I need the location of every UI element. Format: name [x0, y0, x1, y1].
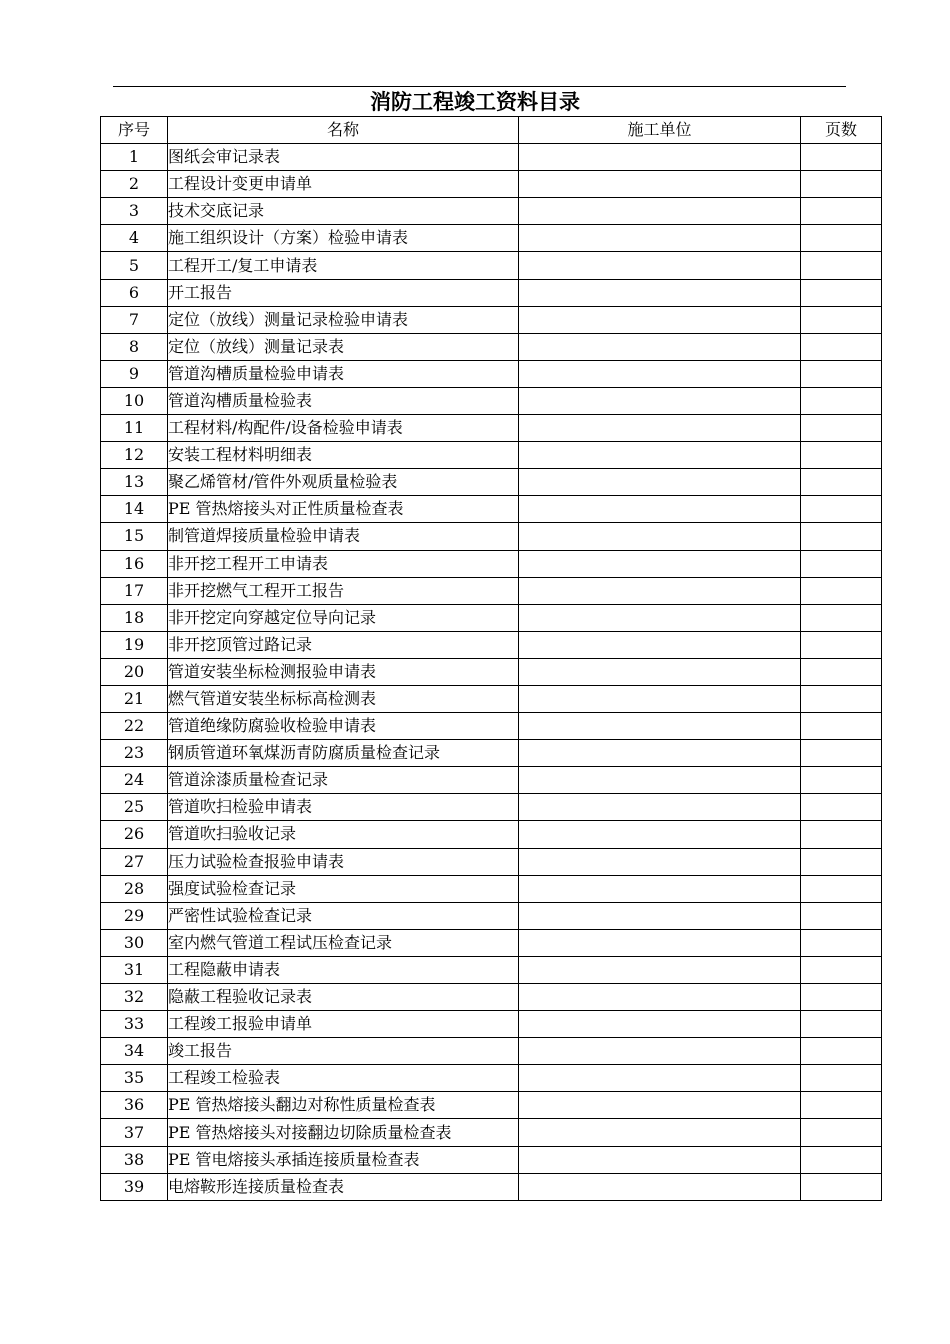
row-index-cell: 18	[101, 604, 168, 631]
row-index-cell: 7	[101, 306, 168, 333]
row-pages-cell	[801, 577, 882, 604]
table-row	[101, 360, 882, 387]
table-row	[101, 658, 882, 685]
row-pages-cell	[801, 225, 882, 252]
row-index-cell: 37	[101, 1119, 168, 1146]
table-row	[101, 1173, 882, 1200]
table-row	[101, 523, 882, 550]
row-pages-cell	[801, 333, 882, 360]
row-name-cell: 工程隐蔽申请表	[168, 956, 519, 983]
row-index-cell: 2	[101, 171, 168, 198]
row-unit-cell	[519, 685, 801, 712]
row-pages-cell	[801, 902, 882, 929]
row-pages-cell	[801, 1038, 882, 1065]
row-name-cell: 定位（放线）测量记录检验申请表	[168, 306, 519, 333]
row-index-cell: 24	[101, 767, 168, 794]
table-row	[101, 1065, 882, 1092]
table-row	[101, 740, 882, 767]
row-name-cell: 工程竣工报验申请单	[168, 1011, 519, 1038]
row-index-cell: 13	[101, 469, 168, 496]
row-pages-cell	[801, 848, 882, 875]
row-name-cell: 开工报告	[168, 279, 519, 306]
row-pages-cell	[801, 794, 882, 821]
row-unit-cell	[519, 333, 801, 360]
row-pages-cell	[801, 144, 882, 171]
row-index-cell: 12	[101, 442, 168, 469]
table-row	[101, 387, 882, 414]
row-index-cell: 3	[101, 198, 168, 225]
row-unit-cell	[519, 144, 801, 171]
row-unit-cell	[519, 415, 801, 442]
row-index-cell: 22	[101, 713, 168, 740]
row-name-cell: 管道吹扫验收记录	[168, 821, 519, 848]
row-name-cell: 管道吹扫检验申请表	[168, 794, 519, 821]
row-pages-cell	[801, 252, 882, 279]
row-index-cell: 25	[101, 794, 168, 821]
row-unit-cell	[519, 658, 801, 685]
table-body	[101, 144, 882, 1201]
row-unit-cell	[519, 523, 801, 550]
row-name-cell: 聚乙烯管材/管件外观质量检验表	[168, 469, 519, 496]
row-name-cell: 管道涂漆质量检查记录	[168, 767, 519, 794]
row-index-cell: 27	[101, 848, 168, 875]
row-index-cell: 14	[101, 496, 168, 523]
table-row	[101, 631, 882, 658]
row-unit-cell	[519, 306, 801, 333]
row-index-cell: 33	[101, 1011, 168, 1038]
table-row	[101, 442, 882, 469]
row-index-cell: 6	[101, 279, 168, 306]
row-pages-cell	[801, 713, 882, 740]
table-row	[101, 604, 882, 631]
row-pages-cell	[801, 767, 882, 794]
row-pages-cell	[801, 523, 882, 550]
row-unit-cell	[519, 469, 801, 496]
row-name-cell: 安装工程材料明细表	[168, 442, 519, 469]
header-index: 序号	[101, 117, 168, 144]
table-row	[101, 875, 882, 902]
row-unit-cell	[519, 1119, 801, 1146]
row-pages-cell	[801, 1119, 882, 1146]
table-row	[101, 984, 882, 1011]
row-name-cell: 非开挖顶管过路记录	[168, 631, 519, 658]
row-pages-cell	[801, 685, 882, 712]
row-name-cell: 工程竣工检验表	[168, 1065, 519, 1092]
row-name-cell: 压力试验检查报验申请表	[168, 848, 519, 875]
row-unit-cell	[519, 496, 801, 523]
contents-table	[100, 116, 882, 1201]
row-pages-cell	[801, 550, 882, 577]
table-row	[101, 225, 882, 252]
table-header-row	[101, 117, 882, 144]
row-index-cell: 30	[101, 929, 168, 956]
table-row	[101, 252, 882, 279]
row-pages-cell	[801, 658, 882, 685]
row-pages-cell	[801, 279, 882, 306]
row-unit-cell	[519, 360, 801, 387]
row-pages-cell	[801, 984, 882, 1011]
row-index-cell: 23	[101, 740, 168, 767]
row-name-cell: 管道安装坐标检测报验申请表	[168, 658, 519, 685]
row-name-cell: 工程开工/复工申请表	[168, 252, 519, 279]
row-name-cell: 管道沟槽质量检验表	[168, 387, 519, 414]
row-name-cell: 工程设计变更申请单	[168, 171, 519, 198]
row-name-cell: 技术交底记录	[168, 198, 519, 225]
row-name-cell: 非开挖工程开工申请表	[168, 550, 519, 577]
row-name-cell: 管道沟槽质量检验申请表	[168, 360, 519, 387]
table-row	[101, 1119, 882, 1146]
row-unit-cell	[519, 252, 801, 279]
row-name-cell: 工程材料/构配件/设备检验申请表	[168, 415, 519, 442]
row-index-cell: 17	[101, 577, 168, 604]
row-pages-cell	[801, 604, 882, 631]
table-row	[101, 333, 882, 360]
row-unit-cell	[519, 713, 801, 740]
row-unit-cell	[519, 929, 801, 956]
row-pages-cell	[801, 740, 882, 767]
row-name-cell: PE 管热熔接头翻边对称性质量检查表	[168, 1092, 519, 1119]
row-pages-cell	[801, 360, 882, 387]
row-pages-cell	[801, 1173, 882, 1200]
row-name-cell: 非开挖燃气工程开工报告	[168, 577, 519, 604]
row-unit-cell	[519, 279, 801, 306]
row-index-cell: 29	[101, 902, 168, 929]
row-unit-cell	[519, 1146, 801, 1173]
row-unit-cell	[519, 875, 801, 902]
row-pages-cell	[801, 875, 882, 902]
table-row	[101, 1038, 882, 1065]
row-pages-cell	[801, 1065, 882, 1092]
table-row	[101, 1011, 882, 1038]
row-pages-cell	[801, 387, 882, 414]
row-pages-cell	[801, 821, 882, 848]
row-index-cell: 39	[101, 1173, 168, 1200]
row-name-cell: 图纸会审记录表	[168, 144, 519, 171]
row-unit-cell	[519, 198, 801, 225]
table-row	[101, 1146, 882, 1173]
row-index-cell: 35	[101, 1065, 168, 1092]
row-unit-cell	[519, 956, 801, 983]
row-unit-cell	[519, 794, 801, 821]
row-name-cell: 非开挖定向穿越定位导向记录	[168, 604, 519, 631]
row-unit-cell	[519, 442, 801, 469]
table-row	[101, 577, 882, 604]
row-pages-cell	[801, 415, 882, 442]
row-unit-cell	[519, 550, 801, 577]
row-index-cell: 11	[101, 415, 168, 442]
row-unit-cell	[519, 577, 801, 604]
table-row	[101, 848, 882, 875]
row-name-cell: 严密性试验检查记录	[168, 902, 519, 929]
row-unit-cell	[519, 171, 801, 198]
row-pages-cell	[801, 198, 882, 225]
table-row	[101, 902, 882, 929]
row-name-cell: PE 管热熔接头对接翻边切除质量检查表	[168, 1119, 519, 1146]
table-row	[101, 794, 882, 821]
table-row	[101, 1092, 882, 1119]
row-unit-cell	[519, 821, 801, 848]
row-pages-cell	[801, 631, 882, 658]
table-row	[101, 956, 882, 983]
row-name-cell: 制管道焊接质量检验申请表	[168, 523, 519, 550]
row-unit-cell	[519, 1038, 801, 1065]
row-name-cell: PE 管电熔接头承插连接质量检查表	[168, 1146, 519, 1173]
row-pages-cell	[801, 306, 882, 333]
row-name-cell: 钢质管道环氧煤沥青防腐质量检查记录	[168, 740, 519, 767]
row-index-cell: 10	[101, 387, 168, 414]
row-unit-cell	[519, 1011, 801, 1038]
table-row	[101, 469, 882, 496]
row-name-cell: 管道绝缘防腐验收检验申请表	[168, 713, 519, 740]
row-index-cell: 36	[101, 1092, 168, 1119]
row-index-cell: 20	[101, 658, 168, 685]
table-row	[101, 144, 882, 171]
row-pages-cell	[801, 442, 882, 469]
row-index-cell: 19	[101, 631, 168, 658]
row-name-cell: 电熔鞍形连接质量检查表	[168, 1173, 519, 1200]
row-unit-cell	[519, 387, 801, 414]
row-index-cell: 8	[101, 333, 168, 360]
row-index-cell: 15	[101, 523, 168, 550]
row-pages-cell	[801, 1011, 882, 1038]
row-pages-cell	[801, 956, 882, 983]
row-pages-cell	[801, 1146, 882, 1173]
row-index-cell: 9	[101, 360, 168, 387]
table-row	[101, 685, 882, 712]
table-row	[101, 767, 882, 794]
row-index-cell: 1	[101, 144, 168, 171]
row-unit-cell	[519, 1173, 801, 1200]
row-name-cell: 竣工报告	[168, 1038, 519, 1065]
table-row	[101, 496, 882, 523]
table-row	[101, 713, 882, 740]
row-unit-cell	[519, 1092, 801, 1119]
table-row	[101, 415, 882, 442]
row-index-cell: 4	[101, 225, 168, 252]
row-unit-cell	[519, 848, 801, 875]
row-unit-cell	[519, 225, 801, 252]
row-index-cell: 31	[101, 956, 168, 983]
row-unit-cell	[519, 604, 801, 631]
row-unit-cell	[519, 902, 801, 929]
row-index-cell: 21	[101, 685, 168, 712]
row-index-cell: 28	[101, 875, 168, 902]
table-row	[101, 821, 882, 848]
header-name: 名称	[168, 117, 519, 144]
row-unit-cell	[519, 740, 801, 767]
row-name-cell: 隐蔽工程验收记录表	[168, 984, 519, 1011]
table-row	[101, 550, 882, 577]
table-row	[101, 306, 882, 333]
header-unit: 施工单位	[519, 117, 801, 144]
row-pages-cell	[801, 496, 882, 523]
row-index-cell: 16	[101, 550, 168, 577]
row-index-cell: 5	[101, 252, 168, 279]
row-index-cell: 26	[101, 821, 168, 848]
row-name-cell: 强度试验检查记录	[168, 875, 519, 902]
row-index-cell: 38	[101, 1146, 168, 1173]
table-row	[101, 171, 882, 198]
row-index-cell: 32	[101, 984, 168, 1011]
header-rule	[113, 86, 846, 87]
header-pages: 页数	[801, 117, 882, 144]
row-unit-cell	[519, 767, 801, 794]
table-row	[101, 929, 882, 956]
row-pages-cell	[801, 929, 882, 956]
row-name-cell: 定位（放线）测量记录表	[168, 333, 519, 360]
row-unit-cell	[519, 984, 801, 1011]
row-index-cell: 34	[101, 1038, 168, 1065]
row-name-cell: 燃气管道安装坐标标高检测表	[168, 685, 519, 712]
table-row	[101, 279, 882, 306]
row-name-cell: PE 管热熔接头对正性质量检查表	[168, 496, 519, 523]
row-pages-cell	[801, 469, 882, 496]
row-pages-cell	[801, 1092, 882, 1119]
row-pages-cell	[801, 171, 882, 198]
row-unit-cell	[519, 631, 801, 658]
row-name-cell: 施工组织设计（方案）检验申请表	[168, 225, 519, 252]
row-name-cell: 室内燃气管道工程试压检查记录	[168, 929, 519, 956]
document-title: 消防工程竣工资料目录	[370, 90, 580, 114]
table-row	[101, 198, 882, 225]
row-unit-cell	[519, 1065, 801, 1092]
